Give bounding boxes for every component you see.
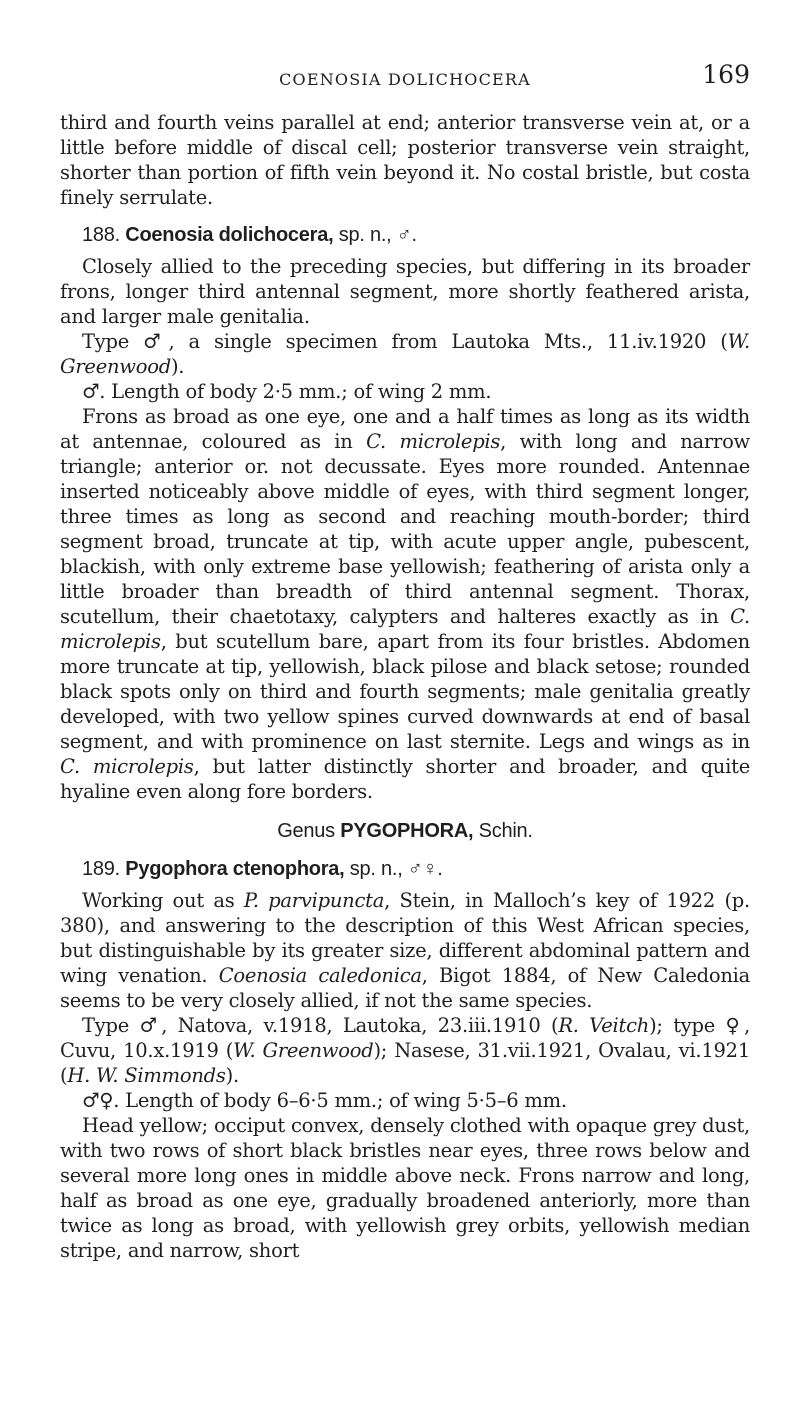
species-188-name: Coenosia dolichocera, (125, 224, 334, 246)
desc-part-3: , but scutellum bare, apart from its four bristles. Abdomen more truncate at tip, yellowish, black pilose and black setose; rounded black spots only on third and fourth segments; male genitalia greatly developed, with two yellow spines curved downwards at end of basal segment, and with prominence on last sternite. Legs and wings as in (60, 630, 750, 753)
types-collector-2: W. Greenwood (233, 1039, 374, 1062)
species-189-suffix: sp. n., ♂♀. (349, 858, 443, 880)
species-188-diagnosis: Closely allied to the preceding species, but differing in its broader frons, longer third antennal segment, more shortly feathered arista, and larger male genitalia. (60, 255, 750, 328)
remark-species-ref-2: Coenosia caledonica (218, 964, 422, 987)
genus-author: Schin. (478, 820, 533, 842)
page-body (60, 110, 750, 1263)
desc-part-4: , but latter distinctly shorter and broader, and quite hyaline even along fore borders. (60, 755, 750, 803)
remark-part-1: Working out as (82, 889, 244, 912)
genus-heading (60, 819, 750, 844)
remark-species-ref-1: P. parvipuncta (243, 889, 385, 912)
genus-label: Genus (277, 820, 335, 842)
types-part-4: ). (225, 1064, 239, 1087)
species-188-length: ♂. Length of body 2·5 mm.; of wing 2 mm. (82, 380, 492, 403)
species-189-number: 189. (82, 858, 120, 880)
desc-species-ref-2: C. microlepis (60, 605, 750, 653)
desc-species-ref-3: C. microlepis (60, 755, 194, 778)
desc-species-ref-1: C. microlepis (366, 430, 501, 453)
genus-name: PYGOPHORA, (340, 820, 474, 842)
types-part-3: ); Nasese, 31.vii.1921, Ovalau, vi.1921 ( (60, 1039, 750, 1087)
species-188-type-text: Type ♂, a single specimen from Lautoka Mts., 11.iv.1920 ( (82, 330, 728, 353)
remark-part-3: , Bigot 1884, of New Caledonia seems to be very closely allied, if not the same species. (60, 964, 751, 1012)
species-189-remarks (60, 888, 750, 1013)
types-part-2: ); type ♀, Cuvu, 10.x.1919 ( (60, 1014, 750, 1062)
running-head (60, 60, 750, 94)
species-188-type-end: ). (170, 355, 185, 378)
species-189-length: ♂♀. Length of body 6–6·5 mm.; of wing 5·5–6 mm. (82, 1089, 567, 1112)
species-189-heading (60, 857, 750, 882)
species-189-types (60, 1013, 750, 1088)
species-188-heading (60, 223, 750, 248)
types-collector-1: R. Veitch (558, 1014, 650, 1037)
running-title: COENOSIA DOLICHOCERA (279, 70, 531, 89)
species-188-number: 188. (82, 224, 120, 246)
species-188-suffix: sp. n., ♂. (338, 224, 417, 246)
types-collector-3: H. W. Simmonds (67, 1064, 226, 1087)
species-189-name: Pygophora ctenophora, (125, 858, 345, 880)
desc-part-2: , with long and narrow triangle; anterior or. not decussate. Eyes more rounded. Antennae inserted noticeably above middle of eyes, with third segment longer, three times as long as second and reaching mouth-border; third segment broad, truncate at tip, with acute upper angle, pubescent, blackish, with only extreme base yellowish; feathering of arista only a little broader than breadth of third antennal segment. Thorax, scutellum, their chaetotaxy, calypters and halteres exactly as in (60, 430, 750, 628)
page-number: 169 (702, 60, 750, 89)
species-188-description (60, 404, 750, 804)
types-part-1: Type ♂, Natova, v.1918, Lautoka, 23.iii.1910 ( (82, 1014, 559, 1037)
species-188-type (60, 329, 750, 379)
remark-part-2: , Stein, in Malloch’s key of 1922 (p. 380), and answering to the description of this West African species, but distinguishable by its greater size, different abdominal pattern and wing venation. (60, 889, 750, 987)
desc-part-1: Frons as broad as one eye, one and a half times as long as its width at antennae, coloured as in (60, 405, 750, 453)
species-189-head-description: Head yellow; occiput convex, densely clothed with opaque grey dust, with two rows of short black bristles near eyes, three rows below and several more long ones in middle above neck. Frons narrow and long, half as broad as one eye, gradually broadened anteriorly, more than twice as long as broad, with yellowish grey orbits, yellowish median stripe, and narrow, short (60, 1114, 750, 1262)
species-188-collector: W. Greenwood (60, 330, 750, 378)
intro-paragraph: third and fourth veins parallel at end; anterior transverse vein at, or a little before middle of discal cell; posterior transverse vein straight, shorter than portion of fifth vein beyond it. No costal bristle, but costa finely serrulate. (60, 111, 750, 209)
